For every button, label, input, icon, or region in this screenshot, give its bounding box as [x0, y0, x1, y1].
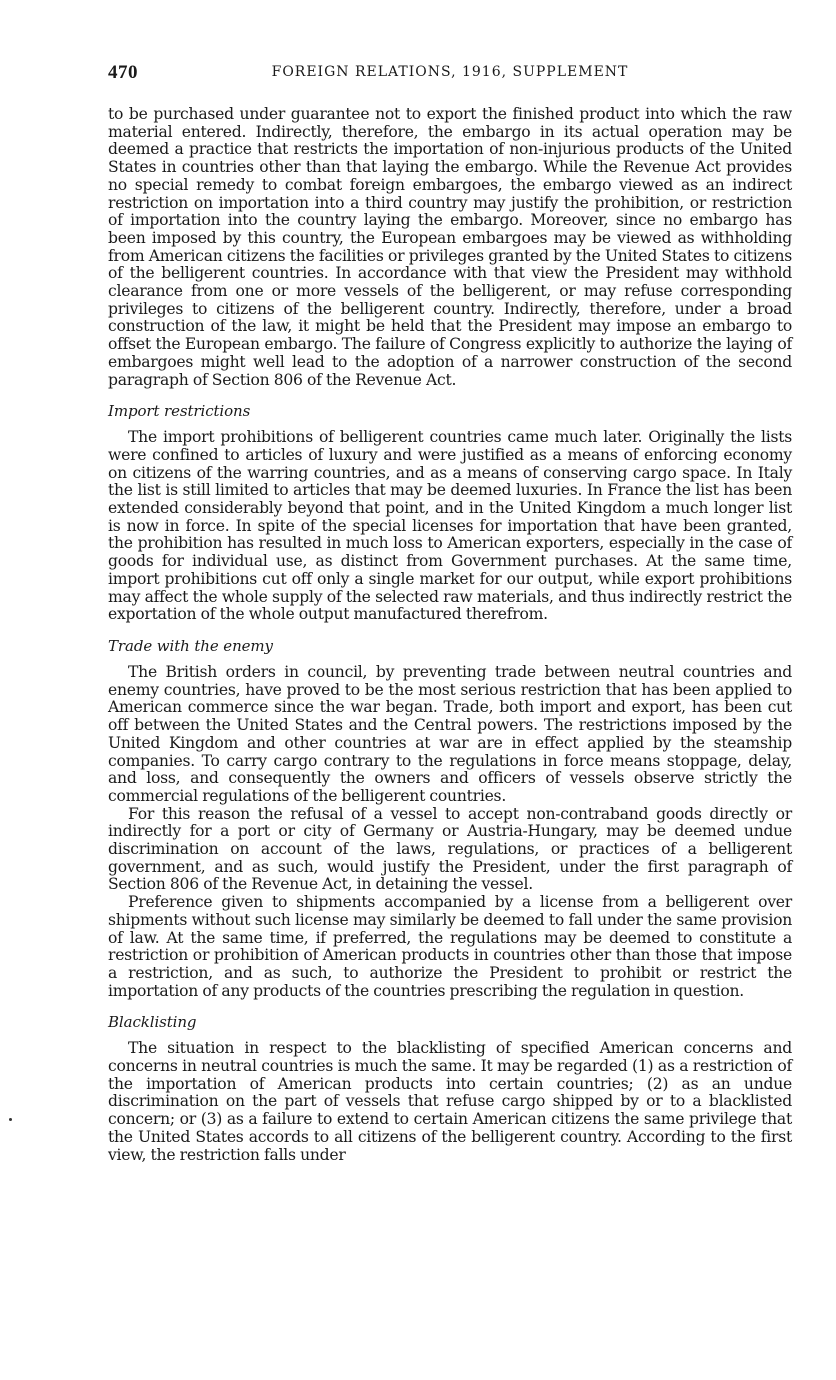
body-paragraph: Preference given to shipments accompanied by a license from a belligerent over shipments without such license may similarly be deemed to fall under the same provision of law. At the same time, if preferred, the regulations may be deemed to constitute a restriction or prohibition of American products in countries other than those that impose a restriction, and as such, to authorize the President to prohibit or restrict the importation of any products of the countries prescribing the regulation in question.	[108, 893, 792, 1000]
body-paragraph: to be purchased under guarantee not to export the finished product into which the raw material entered. Indirectly, therefore, the embargo in its actual operation may be deemed a practice that restricts the importation of non-injurious products of the United States in countries other than that laying the embargo. While the Revenue Act provides no special remedy to combat foreign embargoes, the embargo viewed as an indirect restriction on importation into a third country may justify the prohibition, or restriction of importation into the country laying the embargo. Moreover, since no embargo has been imposed by this country, the European embargoes may be viewed as withholding from American citizens the facilities or privileges granted by the United States to citizens of the belligerent countries. In accordance with that view the President may withhold clearance from one or more vessels of the belligerent, or may refuse corresponding privileges to citizens of the belligerent country. Indirectly, therefore, under a broad construction of the law, it might be held that the President may impose an embargo to offset the European embargo. The failure of Congress explicitly to authorize the laying of embargoes might well lead to the adoption of a narrower construction of the second paragraph of Section 806 of the Revenue Act.	[108, 105, 792, 389]
body-text	[108, 106, 792, 1164]
body-paragraph: The situation in respect to the blacklisting of specified American concerns and concerns in neutral countries is much the same. It may be regarded (1) as a restriction of the importation of American products into certain countries; (2) as an undue discrimination on the part of vessels that refuse cargo shipped by or to a blacklisted concern; or (3) as a failure to extend to certain American citizens the same privilege that the United States accords to all citizens of the belligerent country. According to the first view, the restriction falls under	[108, 1039, 792, 1164]
body-paragraph: The import prohibitions of belligerent countries came much later. Originally the lists were confined to articles of luxury and were justified as a means of enforcing economy on citizens of the warring countries, and as a means of conserving cargo space. In Italy the list is still limited to articles that may be deemed luxuries. In France the list has been extended considerably beyond that point, and in the United Kingdom a much longer list is now in force. In spite of the special licenses for importation that have been granted, the prohibition has resulted in much loss to American exporters, especially in the case of goods for individual use, as distinct from Government purchases. At the same time, import prohibitions cut off only a single market for our output, while export prohibitions may affect the whole supply of the selected raw materials, and thus indirectly restrict the exportation of the whole output manufactured therefrom.	[108, 428, 792, 624]
section-heading: Trade with the enemy	[108, 636, 273, 655]
page-number: 470	[108, 62, 138, 83]
body-paragraph: The British orders in council, by preventing trade between neutral countries and enemy countries, have proved to be the most serious restriction that has been applied to American commerce since the war began. Trade, both import and export, has been cut off between the United States and the Central powers. The restrictions imposed by the United Kingdom and other countries at war are in effect applied by the steamship companies. To carry cargo contrary to the regulations in force means stoppage, delay, and loss, and consequently the owners and officers of vessels observe strictly the commercial regulations of the belligerent countries.	[108, 662, 792, 805]
scan-speck	[9, 1118, 12, 1121]
body-paragraph: For this reason the refusal of a vessel to accept non-contraband goods directly or indirectly for a port or city of Germany or Austria-Hungary, may be deemed undue discrimination on account of the laws, regulations, or practices of a belligerent government, and as such, would justify the President, under the first paragraph of Section 806 of the Revenue Act, in detaining the vessel.	[108, 804, 792, 894]
section-heading: Blacklisting	[108, 1013, 197, 1032]
page-header	[108, 62, 792, 86]
section-heading: Import restrictions	[108, 402, 251, 421]
running-title: FOREIGN RELATIONS, 1916, SUPPLEMENT	[271, 64, 629, 80]
